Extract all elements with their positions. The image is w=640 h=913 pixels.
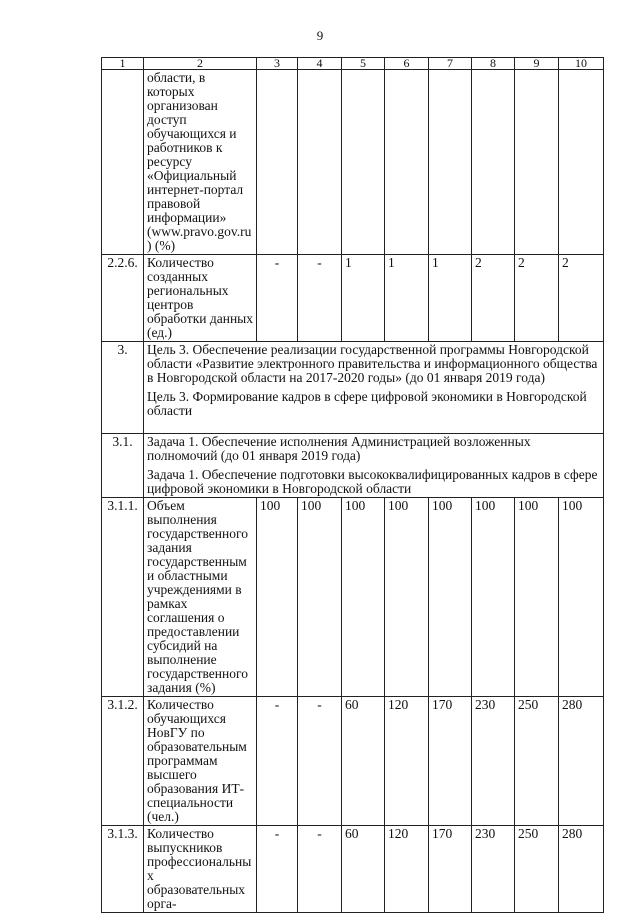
column-number: 6: [385, 58, 429, 70]
row-number: 3.1.2.: [102, 697, 144, 826]
indicator-value: 120: [385, 697, 429, 826]
indicator-value: -: [298, 826, 342, 913]
column-number: 2: [144, 58, 257, 70]
task-row: [102, 434, 604, 498]
indicator-value: 1: [385, 255, 429, 342]
indicator-value: 100: [257, 498, 298, 697]
indicator-value: 100: [515, 498, 559, 697]
column-number-row: [102, 58, 604, 70]
indicator-value: 100: [559, 498, 604, 697]
indicator-name: Объем выполнения государственного задания государственными областными учреждениями в рамках соглашения о предоставлении субсидий на выполнение государственного задания (%): [144, 498, 257, 697]
indicator-value: 100: [472, 498, 515, 697]
indicator-value: 280: [559, 826, 604, 913]
indicator-value: 2: [515, 255, 559, 342]
indicator-value: 230: [472, 826, 515, 913]
indicator-value: [342, 70, 385, 255]
indicator-value: [429, 70, 472, 255]
table-row: [102, 697, 604, 826]
row-number: 3.1.: [102, 434, 144, 498]
indicator-value: [515, 70, 559, 255]
indicator-value: -: [298, 697, 342, 826]
indicator-value: 1: [429, 255, 472, 342]
column-number: 7: [429, 58, 472, 70]
indicator-name: области, в которых организован доступ обучающихся и работников к ресурсу «Официальный интернет-портал правовой информации» (www.pravo.gov.ru) (%): [144, 70, 257, 255]
table-row: [102, 498, 604, 697]
indicator-value: [472, 70, 515, 255]
indicator-value: 100: [385, 498, 429, 697]
table-row: [102, 255, 604, 342]
indicator-value: 170: [429, 826, 472, 913]
table-row: [102, 70, 604, 255]
indicator-value: 250: [515, 826, 559, 913]
indicator-value: 2: [472, 255, 515, 342]
indicator-value: [298, 70, 342, 255]
indicator-value: 60: [342, 697, 385, 826]
indicator-value: [257, 70, 298, 255]
column-number: 3: [257, 58, 298, 70]
goal-text: [144, 342, 604, 434]
indicator-name: Количество созданных региональных центров обработки данных (ед.): [144, 255, 257, 342]
column-number: 4: [298, 58, 342, 70]
task-text: [144, 434, 604, 498]
goal-line: Цель 3. Обеспечение реализации государственной программы Новгородской области «Развитие электронного правительства и информационного общества в Новгородской области на 2017-2020 годы» (до 01 января 2019 года): [147, 342, 598, 385]
column-number: 9: [515, 58, 559, 70]
page-number: 9: [316, 28, 324, 43]
indicator-value: -: [257, 826, 298, 913]
task-line: Задача 1. Обеспечение подготовки высококвалифицированных кадров в сфере цифровой экономики в Новгородской области: [147, 467, 598, 496]
indicator-value: 100: [298, 498, 342, 697]
column-number: 5: [342, 58, 385, 70]
column-number: 8: [472, 58, 515, 70]
indicator-value: [385, 70, 429, 255]
indicator-value: 170: [429, 697, 472, 826]
indicator-name: Количество выпускников профессиональных образовательных орга-: [144, 826, 257, 913]
indicator-value: 100: [342, 498, 385, 697]
indicator-value: -: [257, 255, 298, 342]
indicator-value: -: [257, 697, 298, 826]
indicator-value: -: [298, 255, 342, 342]
row-number: 3.: [102, 342, 144, 434]
column-number: 10: [559, 58, 604, 70]
indicator-value: 280: [559, 697, 604, 826]
row-number: 3.1.1.: [102, 498, 144, 697]
indicator-value: 120: [385, 826, 429, 913]
goal-line: Цель 3. Формирование кадров в сфере цифровой экономики в Новгородской области: [147, 389, 587, 418]
table-row: [102, 826, 604, 913]
row-number: 2.2.6.: [102, 255, 144, 342]
indicator-value: 2: [559, 255, 604, 342]
indicator-value: 250: [515, 697, 559, 826]
indicator-value: 60: [342, 826, 385, 913]
indicators-table: [101, 57, 604, 913]
goal-row: [102, 342, 604, 434]
indicator-name: Количество обучающихся НовГУ по образовательным программам высшего образования ИТ-специальности (чел.): [144, 697, 257, 826]
row-number: 3.1.3.: [102, 826, 144, 913]
indicator-value: [559, 70, 604, 255]
indicator-value: 100: [429, 498, 472, 697]
column-number: 1: [102, 58, 144, 70]
indicator-value: 1: [342, 255, 385, 342]
task-line: Задача 1. Обеспечение исполнения Администрацией возложенных полномочий (до 01 января 2019 года): [147, 434, 531, 463]
indicator-value: 230: [472, 697, 515, 826]
row-number: [102, 70, 144, 255]
